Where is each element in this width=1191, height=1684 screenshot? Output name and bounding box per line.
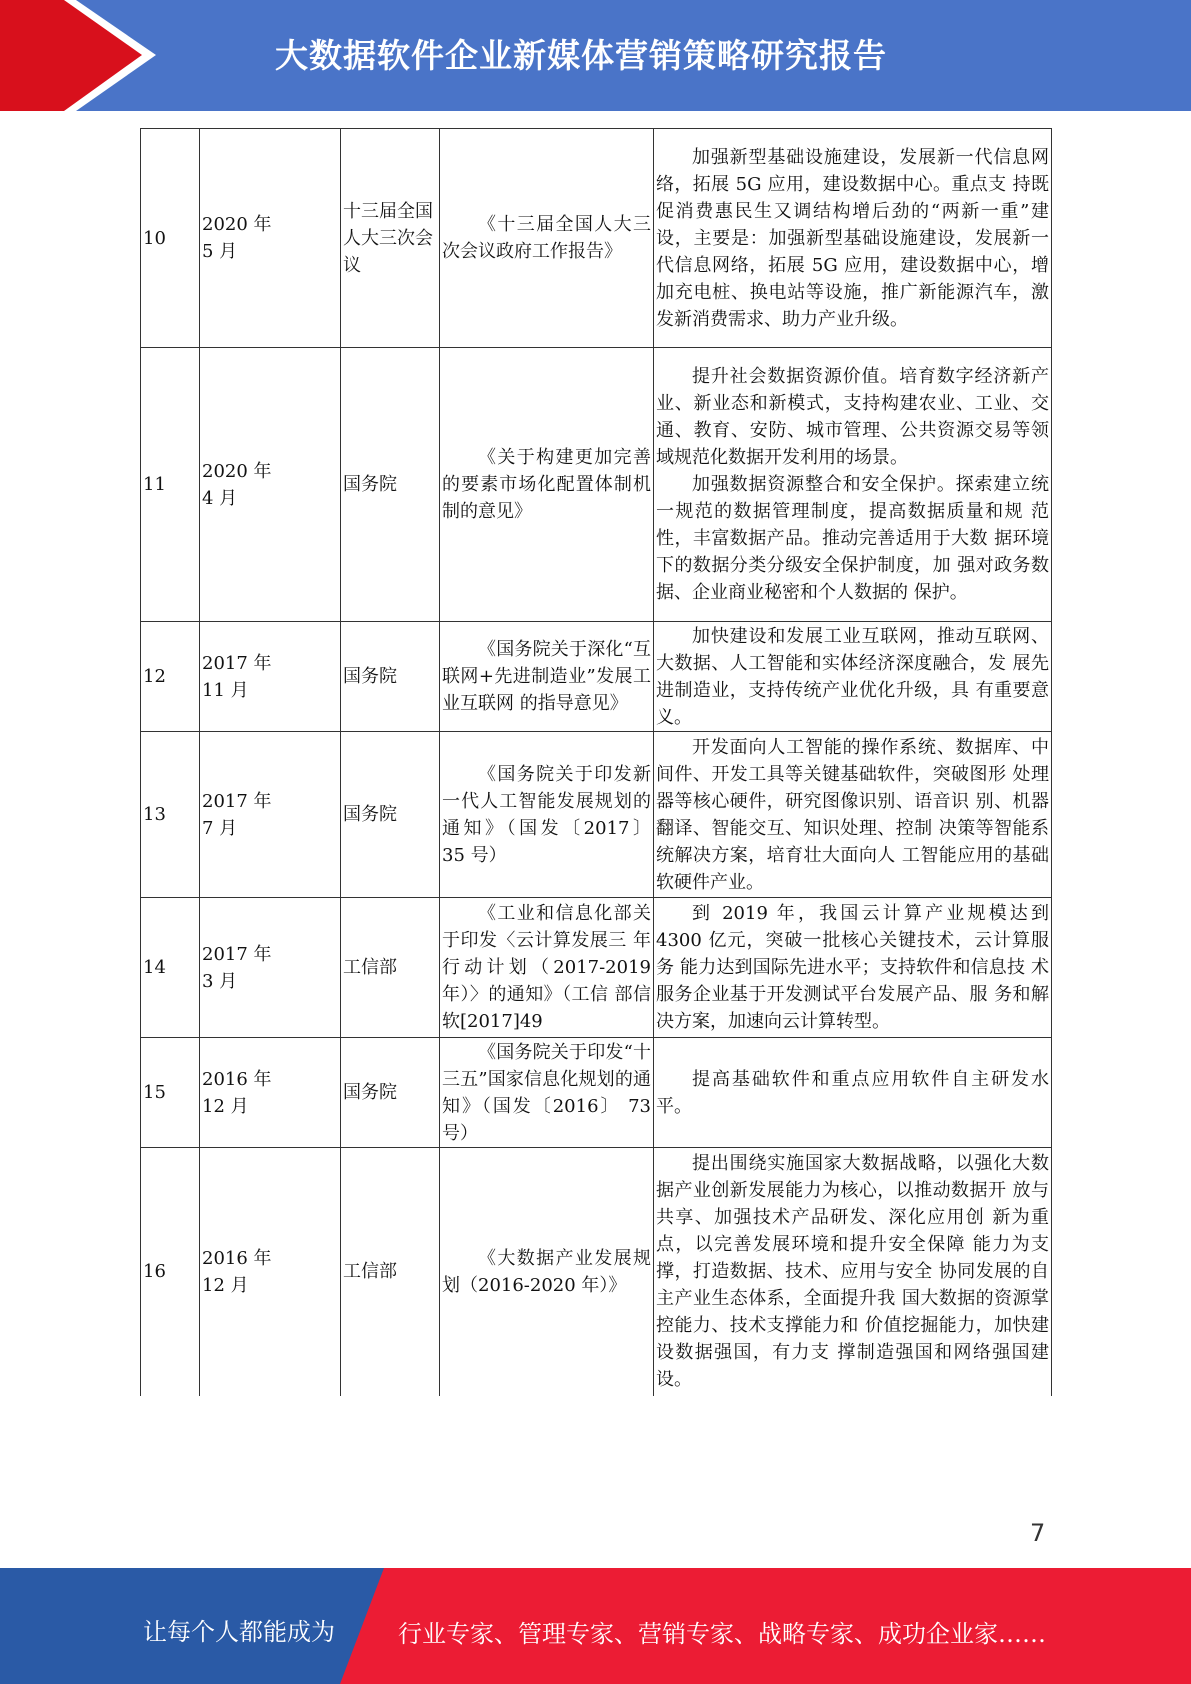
policy-content-cell (654, 1148, 1052, 1396)
document-title-text: 《关于构建更加完善 的要素市场化配置体制机制的意见》 (442, 447, 651, 522)
row-number-cell: 10 (141, 129, 200, 348)
document-title-cell (440, 1038, 654, 1148)
row-number-cell: 12 (141, 622, 200, 732)
document-title-cell (440, 622, 654, 732)
header-red-arrow (0, 0, 145, 111)
document-title-text: 《国务院关于印发新 一代人工智能发展规划的通知》（国发〔2017〕 35 号） (442, 763, 651, 866)
date-cell: 2017 年 3 月 (200, 898, 341, 1038)
document-title-text: 《十三届全国人大三 次会议政府工作报告》 (442, 214, 651, 262)
policy-content-cell (654, 732, 1052, 898)
issuer-cell: 国务院 (341, 1038, 440, 1148)
date-cell: 2017 年 11 月 (200, 622, 341, 732)
policy-content-paragraph: 提升社会数据资源价值。培育数字经济新产 业、新业态和新模式，支持构建农业、工业、交通、教育、安防、城市管理、公共资源交易等领域规范化数据开发利用的场景。 (656, 366, 1049, 468)
table-row (141, 1148, 1052, 1396)
issuer-cell: 国务院 (341, 622, 440, 732)
row-number-cell: 15 (141, 1038, 200, 1148)
document-title-text: 《大数据产业发展规 划（2016-2020 年）》 (442, 1247, 651, 1296)
document-title-cell (440, 129, 654, 348)
table-row (141, 898, 1052, 1038)
report-title: 大数据软件企业新媒体营销策略研究报告 (275, 36, 887, 75)
table-row (141, 622, 1052, 732)
row-number-cell: 13 (141, 732, 200, 898)
document-title-cell (440, 1148, 654, 1396)
policy-content-paragraph: 开发面向人工智能的操作系统、数据库、中 间件、开发工具等关键基础软件，突破图形 处理器等核心硬件，研究图像识别、语音识 别、机器翻译、智能交互、知识处理、控制 决策等智能系统解决方案，培育壮大面向人 工智能应用的基础软硬件产业。 (656, 736, 1049, 893)
document-title-text: 《国务院关于印发“十三五”国家信息化规划的通知》（国发〔2016〕 73 号） (442, 1041, 651, 1144)
issuer-cell: 国务院 (341, 732, 440, 898)
issuer-cell: 工信部 (341, 1148, 440, 1396)
date-cell: 2020 年 4 月 (200, 348, 341, 622)
document-title-text: 《工业和信息化部关 于印发〈云计算发展三 年行动计划（2017-2019 年）〉的通知》（工信 部信软[2017]49 (442, 903, 651, 1032)
document-title-cell (440, 732, 654, 898)
table-row (141, 1038, 1052, 1148)
policy-content-cell (654, 129, 1052, 348)
date-cell: 2020 年 5 月 (200, 129, 341, 348)
page-footer (0, 1568, 1191, 1684)
document-title-cell (440, 898, 654, 1038)
document-title-cell (440, 348, 654, 622)
date-cell: 2016 年 12 月 (200, 1148, 341, 1396)
issuer-cell: 国务院 (341, 348, 440, 622)
policy-content-paragraph: 到 2019 年，我国云计算产业规模达到 4300 亿元，突破一批核心关键技术，云计算服务 能力达到国际先进水平；支持软件和信息技 术服务企业基于开发测试平台发展产品、服 务和解决方案，加速向云计算转型。 (656, 903, 1049, 1032)
footer-slogan-left: 让每个人都能成为 (143, 1618, 335, 1646)
policy-content-cell (654, 1038, 1052, 1148)
issuer-cell: 十三届全国人大三次会议 (341, 129, 440, 348)
page-header (0, 0, 1191, 111)
policy-content-paragraph: 加快建设和发展工业互联网，推动互联网、 大数据、人工智能和实体经济深度融合，发 展先进制造业，支持传统产业优化升级，具 有重要意义。 (656, 625, 1049, 728)
page-number: 7 (1030, 1519, 1046, 1547)
policy-content-cell (654, 348, 1052, 622)
row-number-cell: 16 (141, 1148, 200, 1396)
policy-content-paragraph: 提出围绕实施国家大数据战略，以强化大数 据产业创新发展能力为核心，以推动数据开 放与共享、加强技术产品研发、深化应用创 新为重点，以完善发展环境和提升安全保障 能力为支撑，打造数据、技术、应用与安全 协同发展的自主产业生态体系，全面提升我 国大数据的资源掌控能力、技术支撑能力和 价值挖掘能力，加快建设数据强国，有力支 撑制造强国和网络强国建设。 (656, 1153, 1049, 1391)
date-cell: 2016 年 12 月 (200, 1038, 341, 1148)
issuer-cell: 工信部 (341, 898, 440, 1038)
table-row (141, 348, 1052, 622)
date-cell: 2017 年 7 月 (200, 732, 341, 898)
row-number-cell: 11 (141, 348, 200, 622)
row-number-cell: 14 (141, 898, 200, 1038)
policy-content-paragraph: 提高基础软件和重点应用软件自主研发水 平。 (656, 1068, 1049, 1117)
table-row (141, 129, 1052, 348)
table-row (141, 732, 1052, 898)
policy-table (140, 128, 1052, 1396)
policy-content-cell (654, 622, 1052, 732)
policy-content-paragraph: 加强数据资源整合和安全保护。探索建立统 一规范的数据管理制度，提高数据质量和规 范性，丰富数据产品。推动完善适用于大数 据环境下的数据分类分级安全保护制度，加 强对政务数据、企业商业秘密和个人数据的 保护。 (656, 474, 1049, 603)
document-title-text: 《国务院关于深化“互联网+先进制造业”发展工业互联网 的指导意见》 (442, 639, 651, 714)
policy-content-cell (654, 898, 1052, 1038)
footer-slogan-right: 行业专家、管理专家、营销专家、战略专家、成功企业家…… (398, 1620, 1046, 1648)
policy-content-paragraph: 加强新型基础设施建设，发展新一代信息网 络，拓展 5G 应用，建设数据中心。重点支 持既促消费惠民生又调结构增后劲的“两新一重”建设，主要是：加强新型基础设施建设，发展新一代信息网络，拓展 5G 应用，建设数据中心，增加充电桩、换电站等设施，推广新能源汽车，激发新消费需求、助力产业升级。 (656, 146, 1049, 330)
